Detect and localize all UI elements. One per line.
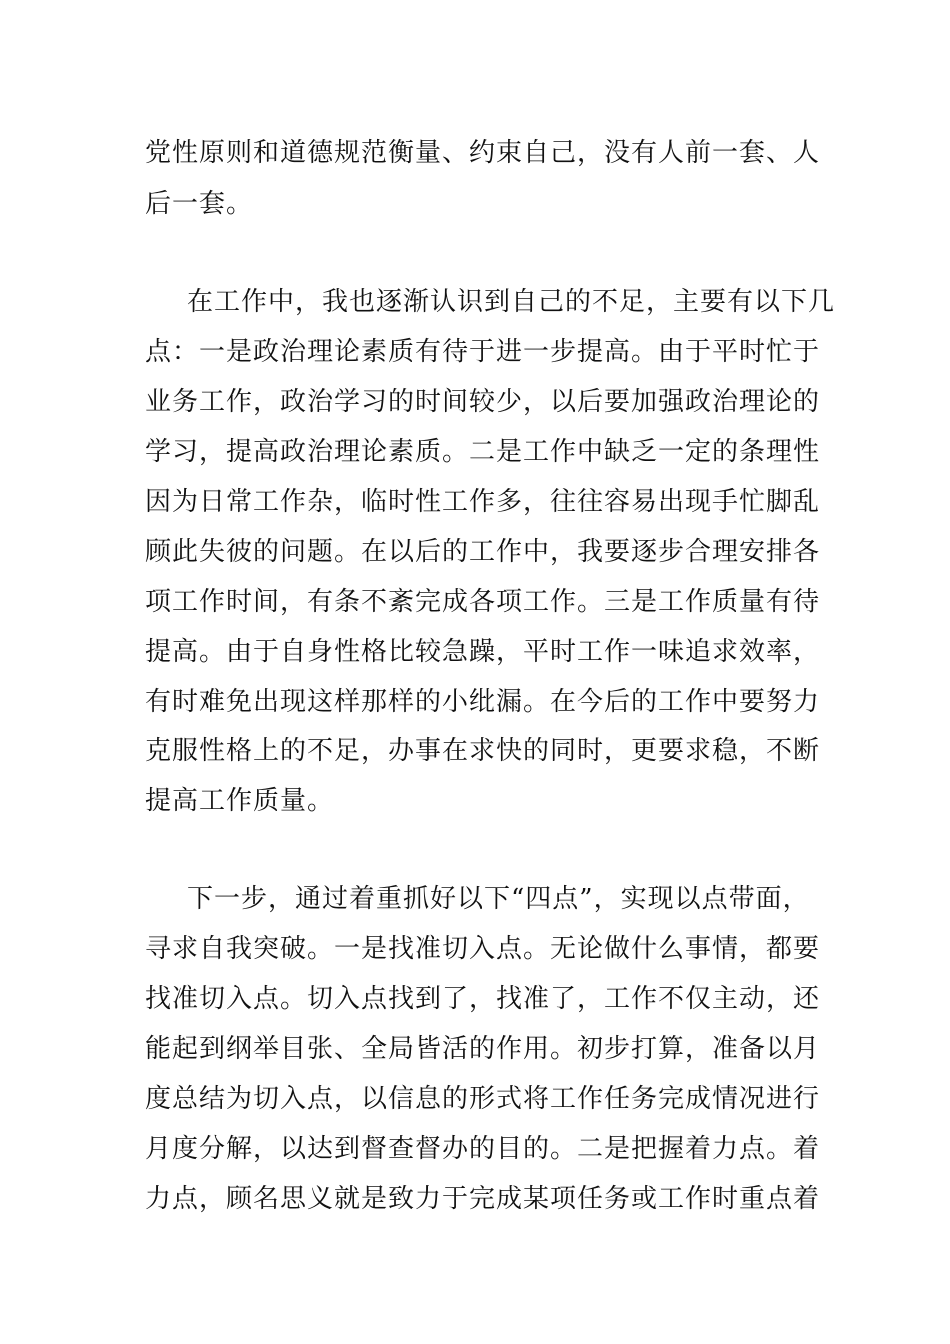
paragraph-2-line-4: 学习，提高政治理论素质。二是工作中缺乏一定的条理性 bbox=[145, 437, 821, 467]
paragraph-2-line-2: 点：一是政治理论素质有待于进一步提高。由于平时忙于 bbox=[145, 337, 821, 367]
paragraph-3-line-7: 力点，顾名思义就是致力于完成某项任务或工作时重点着 bbox=[145, 1184, 821, 1214]
paragraph-3-line-5: 度总结为切入点，以信息的形式将工作任务完成情况进行 bbox=[145, 1084, 821, 1114]
paragraph-2-line-7: 项工作时间，有条不紊完成各项工作。三是工作质量有待 bbox=[145, 587, 821, 617]
paragraph-3-line-1: 下一步，通过着重抓好以下“四点”，实现以点带面， bbox=[187, 884, 810, 914]
paragraph-2-line-8: 提高。由于自身性格比较急躁，平时工作一味追求效率， bbox=[145, 637, 821, 667]
paragraph-3-line-4: 能起到纲举目张、全局皆活的作用。初步打算，准备以月 bbox=[145, 1034, 821, 1064]
paragraph-1-line-2: 后一套。 bbox=[145, 189, 254, 219]
paragraph-2-line-3: 业务工作，政治学习的时间较少，以后要加强政治理论的 bbox=[145, 387, 821, 417]
paragraph-2-line-6: 顾此失彼的问题。在以后的工作中，我要逐步合理安排各 bbox=[145, 537, 821, 567]
paragraph-3-line-2: 寻求自我突破。一是找准切入点。无论做什么事情，都要 bbox=[145, 934, 821, 964]
paragraph-3-line-3: 找准切入点。切入点找到了，找准了，工作不仅主动，还 bbox=[145, 984, 821, 1014]
paragraph-2-line-5: 因为日常工作杂，临时性工作多，往往容易出现手忙脚乱 bbox=[145, 487, 821, 517]
paragraph-3-line-6: 月度分解，以达到督查督办的目的。二是把握着力点。着 bbox=[145, 1134, 821, 1164]
paragraph-2-line-1: 在工作中，我也逐渐认识到自己的不足，主要有以下几 bbox=[187, 287, 836, 317]
paragraph-1-line-1: 党性原则和道德规范衡量、约束自己，没有人前一套、人 bbox=[145, 138, 821, 168]
paragraph-2-line-9: 有时难免出现这样那样的小纰漏。在今后的工作中要努力 bbox=[145, 687, 821, 717]
paragraph-2-line-10: 克服性格上的不足，办事在求快的同时，更要求稳，不断 bbox=[145, 736, 821, 766]
paragraph-2-line-11: 提高工作质量。 bbox=[145, 786, 335, 816]
